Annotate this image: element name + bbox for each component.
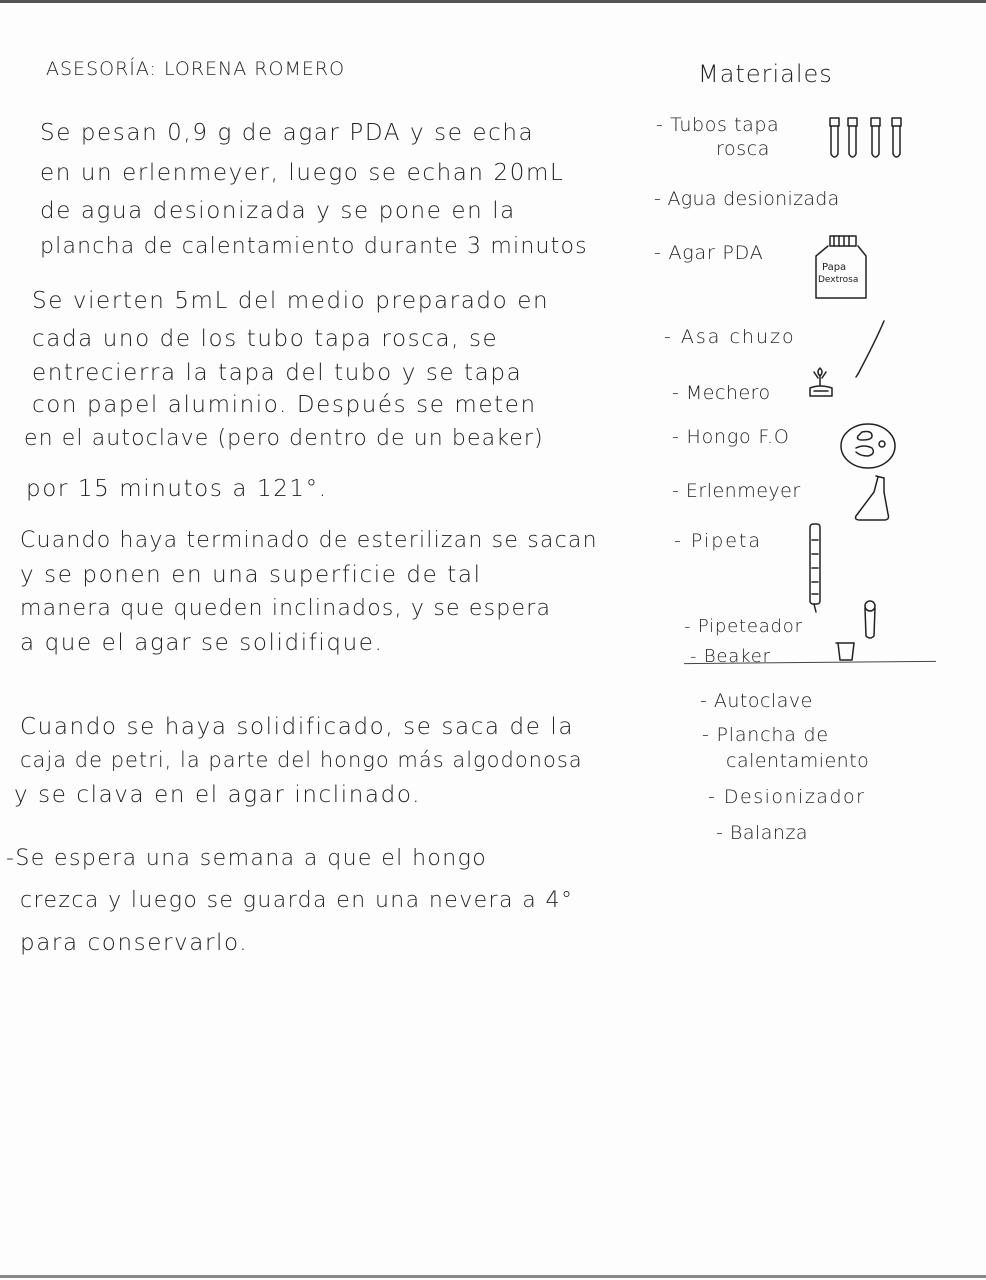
material-item: - Pipeta	[674, 530, 763, 552]
burner-icon	[804, 366, 838, 400]
text-line: a que el agar se solidifique.	[20, 630, 384, 656]
material-item: calentamiento	[726, 750, 870, 772]
material-item: - Agar PDA	[654, 242, 764, 264]
bottle-label-line2: Dextrosa	[818, 275, 859, 285]
material-item: - Asa chuzo	[664, 326, 796, 348]
materials-title: Materiales	[698, 60, 833, 88]
material-item: rosca	[716, 138, 771, 160]
material-item: - Beaker	[690, 646, 771, 667]
text-line: por 15 minutos a 121°.	[26, 476, 328, 502]
text-line: Cuando se haya solidificado, se saca de la	[20, 714, 575, 740]
pipette-filler-icon	[860, 598, 882, 642]
text-line: Se vierten 5mL del medio preparado en	[32, 288, 550, 314]
beaker-icon	[834, 640, 858, 664]
text-line: manera que queden inclinados, y se espera	[20, 596, 552, 621]
page-title: ASESORÍA: LORENA ROMERO	[46, 58, 346, 80]
text-line: y se clava en el agar inclinado.	[14, 782, 422, 808]
text-line: entrecierra la tapa del tubo y se tapa	[32, 360, 523, 386]
screw-cap-tubes-icon	[828, 114, 908, 162]
material-item: - Agua desionizada	[654, 188, 840, 210]
erlenmeyer-flask-icon	[850, 474, 892, 524]
material-item: - Tubos tapa	[656, 114, 780, 136]
material-item: - Autoclave	[700, 690, 813, 712]
text-line: caja de petri, la parte del hongo más algodonosa	[20, 748, 583, 772]
material-item: - Desionizador	[708, 786, 866, 808]
text-line: Se pesan 0,9 g de agar PDA y se echa	[40, 120, 535, 146]
bottle-label-line1: Papa	[822, 262, 847, 273]
material-item: - Hongo F.O	[672, 426, 790, 448]
scan-top-edge	[0, 0, 986, 3]
text-line: Cuando haya terminado de esterilizan se sacan	[20, 528, 598, 553]
pipette-icon	[806, 520, 826, 616]
material-item: - Plancha de	[702, 724, 829, 746]
text-line: con papel aluminio. Después se meten	[32, 392, 537, 418]
material-item: - Balanza	[716, 822, 809, 844]
text-line: en un erlenmeyer, luego se echan 20mL	[40, 160, 565, 186]
fungus-culture-icon	[838, 420, 898, 472]
text-line: y se ponen en una superficie de tal	[20, 562, 482, 588]
material-item: - Mechero	[672, 382, 771, 404]
material-item: - Erlenmeyer	[672, 480, 801, 502]
scan-bottom-edge	[0, 1275, 986, 1278]
inoculation-loop-icon	[852, 318, 888, 380]
text-line: para conservarlo.	[20, 930, 249, 956]
text-line: en el autoclave (pero dentro de un beaker)	[24, 426, 544, 451]
text-line: -Se espera una semana a que el hongo	[6, 846, 488, 871]
text-line: plancha de calentamiento durante 3 minutos	[40, 234, 588, 259]
material-item: - Pipeteador	[684, 616, 803, 637]
text-line: de agua desionizada y se pone en la	[40, 198, 516, 224]
text-line: cada uno de los tubo tapa rosca, se	[32, 326, 499, 352]
text-line: crezca y luego se guarda en una nevera a 4°	[20, 888, 574, 913]
agar-bottle-icon	[812, 232, 872, 304]
